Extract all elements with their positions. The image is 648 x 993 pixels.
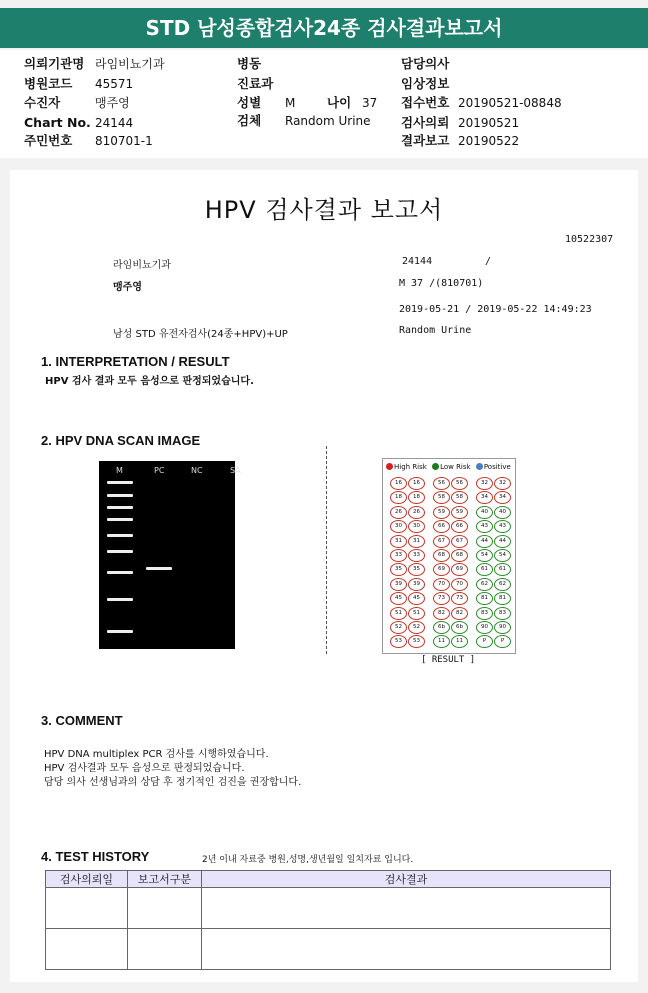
image-divider [326,446,327,654]
test-history-note: 2년 이내 자료중 병원,성명,생년월일 일치자료 입니다. [202,855,414,865]
report-specimen: Random Urine [399,325,472,336]
chip-spot: 90 [494,621,511,634]
legend-low-risk: Low Risk [440,463,471,471]
chip-spot: 59 [433,506,450,519]
gel-lane-label: SA [230,466,241,475]
result-caption: [ RESULT ] [421,655,476,665]
chip-spot: 35 [390,563,407,576]
hpv-report-page [10,170,638,982]
chip-spot: 56 [433,477,450,490]
gel-lane-label: NC [191,466,203,475]
chip-spot: 43 [476,520,493,533]
chip-spot: 62 [494,578,511,591]
chip-spot: 59 [451,506,468,519]
chip-spot: 44 [494,535,511,548]
chip-spot: 34 [476,491,493,504]
chip-spot: 58 [451,491,468,504]
column-header: 보고서구분 [128,871,202,888]
chip-spot: 35 [408,563,425,576]
chip-spot: 62 [476,578,493,591]
legend-positive: Positive [483,463,511,471]
chip-spot: 58 [433,491,450,504]
marker-band [107,598,133,601]
dept-label: 진료과 [237,76,274,91]
chip-spot: 43 [494,520,511,533]
chip-spot: P [494,635,511,648]
chip-spot: 83 [476,607,493,620]
comment-line: 담당 의사 선생님과의 상담 후 정기적인 검진을 권장합니다. [44,777,302,788]
comment-line: HPV 검사결과 모두 음성으로 판정되었습니다. [44,763,245,774]
id-value: 810701-1 [95,134,153,148]
low-risk-dot-icon [432,463,439,470]
chip-spot: 34 [494,491,511,504]
hpv-report-title: HPV 검사결과 보고서 [204,196,444,224]
chip-spot: 31 [390,535,407,548]
chip-spot: 82 [433,607,450,620]
chip-spot: 6b [433,621,450,634]
gel-lane-label: PC [154,466,165,475]
table-row [46,888,611,929]
chip-spot: 56 [451,477,468,490]
chip-spot: 39 [408,578,425,591]
report-code: 10522307 [565,234,614,245]
requested-value: 20190521 [458,116,520,130]
chip-spot: 11 [433,635,450,648]
sex-label: 성별 [237,95,262,110]
chip-spot: 32 [494,477,511,490]
reported-label: 결과보고 [401,133,450,148]
report-sex-age: M 37 /(810701) [399,278,484,289]
chip-spot: 6b [451,621,468,634]
chip-spot: 54 [494,549,511,562]
table-row [46,929,611,970]
column-header: 검사의뢰일 [46,871,128,888]
chip-spot: 30 [390,520,407,533]
chip-spot: 51 [390,607,407,620]
chip-spot: 69 [451,563,468,576]
age-value: 37 [362,96,378,110]
chip-spot: 18 [390,491,407,504]
reported-value: 20190522 [458,134,520,148]
chart-value: 24144 [95,116,134,130]
chip-spot: 73 [451,592,468,605]
marker-band [107,534,133,537]
chip-spot: P [476,635,493,648]
chip-spot: 81 [494,592,511,605]
marker-band [107,571,133,574]
chip-spot: 61 [494,563,511,576]
chip-spot: 66 [433,520,450,533]
chip-spot: 30 [408,520,425,533]
chip-spot: 51 [408,607,425,620]
report-dates: 2019-05-21 / 2019-05-22 14:49:23 [399,304,592,315]
report-title-bar: STD 남성종합검사24종 검사결과보고서 [0,8,648,48]
accession-value: 20190521-08848 [458,96,562,110]
chip-spot: 67 [433,535,450,548]
chip-spot: 68 [433,549,450,562]
marker-band [107,630,133,633]
chip-spot: 45 [390,592,407,605]
chip-spot: 81 [476,592,493,605]
high-risk-dot-icon [386,463,393,470]
chip-spot: 18 [408,491,425,504]
ward-label: 병동 [237,56,262,71]
chip-spot: 66 [451,520,468,533]
chip-spot: 16 [390,477,407,490]
recipient-value: 맹주영 [95,96,130,110]
patient-info-panel [0,50,648,158]
legend-high-risk: High Risk [394,463,427,471]
interpretation-text: HPV 검사 결과 모두 음성으로 판정되었습니다. [45,376,254,387]
chip-spot: 40 [476,506,493,519]
scan-image-heading: 2. HPV DNA SCAN IMAGE [41,433,201,448]
chip-spot: 67 [451,535,468,548]
marker-band [107,494,133,497]
positive-control-band [146,567,172,570]
chip-spot: 26 [390,506,407,519]
report-chart-slash: / [485,256,492,267]
chip-spot: 32 [476,477,493,490]
section-divider [0,158,648,170]
chip-spot: 53 [390,635,407,648]
hospital-code-label: 병원코드 [24,76,73,91]
marker-band [107,550,133,553]
recipient-label: 수진자 [24,95,61,110]
chip-spot: 68 [451,549,468,562]
chip-spot: 61 [476,563,493,576]
institution-value: 라임비뇨기과 [95,57,165,71]
gel-lane-label: M [116,466,123,475]
chip-spot: 26 [408,506,425,519]
chart-label: Chart No. [24,115,91,130]
report-institution: 라임비뇨기과 [113,260,171,271]
chip-spot: 73 [433,592,450,605]
comment-line: HPV DNA multiplex PCR 검사를 시행하였습니다. [44,749,269,760]
chip-spot: 33 [390,549,407,562]
chip-spot: 70 [451,578,468,591]
chip-spot: 82 [451,607,468,620]
chip-spot: 90 [476,621,493,634]
interpretation-heading: 1. INTERPRETATION / RESULT [41,354,230,369]
id-label: 주민번호 [24,133,73,148]
test-history-heading: 4. TEST HISTORY [41,849,150,864]
positive-dot-icon [476,463,483,470]
chip-spot: 11 [451,635,468,648]
requested-label: 검사의뢰 [401,115,450,130]
report-test-name: 남성 STD 유전자검사(24종+HPV)+UP [113,329,288,340]
marker-band [107,518,133,521]
report-chart: 24144 [402,256,433,267]
hospital-code-value: 45571 [95,77,134,91]
chip-spot: 53 [408,635,425,648]
chip-spot: 44 [476,535,493,548]
accession-label: 접수번호 [401,95,450,110]
chip-spot: 45 [408,592,425,605]
chip-spot: 54 [476,549,493,562]
column-header: 검사결과 [202,871,611,888]
chip-spot: 33 [408,549,425,562]
chip-spot: 69 [433,563,450,576]
chip-spot: 83 [494,607,511,620]
chip-spot: 70 [433,578,450,591]
chip-legend [386,463,511,471]
specimen-label: 검체 [237,113,262,128]
test-history-table [45,870,611,970]
institution-label: 의뢰기관명 [24,56,85,71]
clinical-info-label: 임상정보 [401,76,450,91]
report-patient-name: 맹주영 [113,282,142,293]
chip-spot: 31 [408,535,425,548]
chip-spot: 52 [408,621,425,634]
specimen-value: Random Urine [285,114,371,128]
comment-heading: 3. COMMENT [41,713,123,728]
chip-spot: 52 [390,621,407,634]
sex-value: M [285,96,296,110]
chip-spot: 16 [408,477,425,490]
gel-electrophoresis-image [99,461,241,649]
marker-band [107,481,133,484]
hpv-chip-result [382,458,516,654]
chip-spot: 40 [494,506,511,519]
marker-band [107,506,133,509]
doctor-label: 담당의사 [401,56,450,71]
chip-spot: 39 [390,578,407,591]
age-label: 나이 [327,95,352,110]
